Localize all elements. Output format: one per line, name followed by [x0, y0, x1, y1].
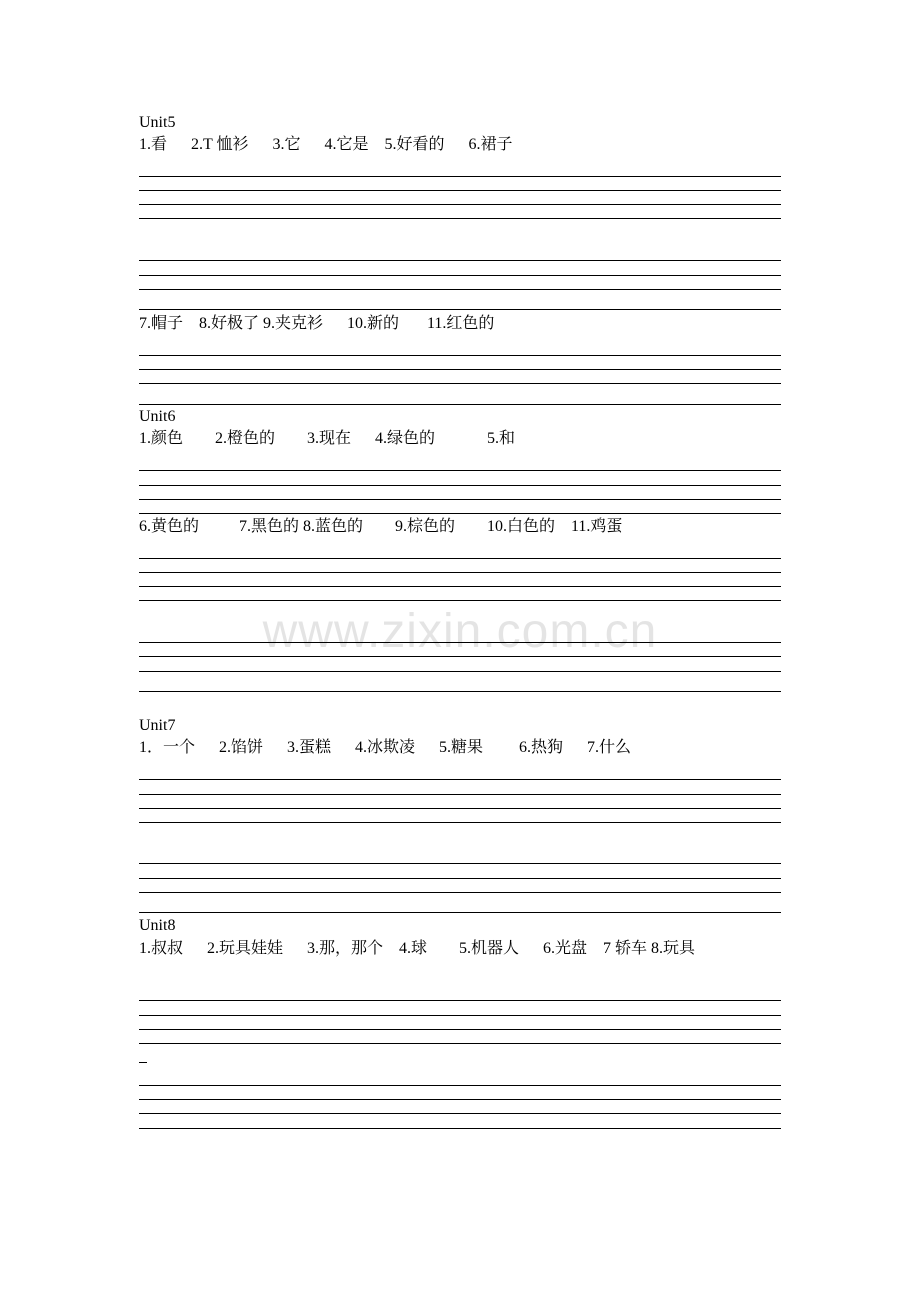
writing-line: [139, 600, 781, 601]
writing-line: [139, 572, 781, 573]
writing-line: [139, 558, 781, 559]
unit6-vocab-row-2: 6.黄色的 7.黑色的 8.蓝色的 9.棕色的 10.白色的 11.鸡蛋: [139, 518, 623, 535]
writing-line: [139, 892, 781, 893]
unit6-vocab-row-1: 1.颜色 2.橙色的 3.现在 4.绿色的 5.和: [139, 430, 516, 447]
writing-line: [139, 1128, 781, 1129]
writing-line: [139, 794, 781, 795]
writing-line: [139, 176, 781, 177]
writing-line: [139, 383, 781, 384]
watermark-text: www.zixin.com.cn: [262, 605, 658, 658]
stray-dash-mark: [139, 1062, 147, 1063]
writing-line: [139, 691, 781, 692]
writing-line: [139, 204, 781, 205]
unit5-vocab-row-2: 7.帽子 8.好极了 9.夹克衫 10.新的 11.红色的: [139, 315, 495, 332]
writing-line: [139, 779, 781, 780]
writing-line: [139, 808, 781, 809]
unit8-vocab-row-1: 1.叔叔 2.玩具娃娃 3.那，那个 4.球 5.机器人 6.光盘 7 轿车 8.玩具: [139, 940, 696, 957]
writing-line: [139, 369, 781, 370]
writing-line: [139, 190, 781, 191]
writing-line: [139, 485, 781, 486]
unit8-heading: Unit8: [139, 917, 176, 934]
writing-line: [139, 1029, 781, 1030]
writing-line: [139, 355, 781, 356]
writing-line: [139, 671, 781, 672]
writing-line: [139, 822, 781, 823]
writing-line: [139, 912, 781, 913]
writing-line: [139, 1085, 781, 1086]
writing-line: [139, 275, 781, 276]
unit6-heading: Unit6: [139, 408, 176, 425]
unit7-heading: Unit7: [139, 717, 176, 734]
writing-line: [139, 218, 781, 219]
writing-line: [139, 499, 781, 500]
writing-line: [139, 260, 781, 261]
unit7-vocab-row-1: 1．一个 2.馅饼 3.蛋糕 4.冰欺凌 5.糖果 6.热狗 7.什么: [139, 739, 632, 756]
writing-line: [139, 1113, 781, 1114]
writing-line: [139, 289, 781, 290]
writing-line: [139, 863, 781, 864]
unit5-vocab-row-1: 1.看 2.T 恤衫 3.它 4.它是 5.好看的 6.裙子: [139, 136, 513, 153]
writing-line: [139, 1000, 781, 1001]
unit5-heading: Unit5: [139, 114, 176, 131]
writing-line: [139, 513, 781, 514]
writing-line: [139, 1015, 781, 1016]
writing-line: [139, 1043, 781, 1044]
writing-line: [139, 1099, 781, 1100]
writing-line: [139, 470, 781, 471]
writing-line: [139, 586, 781, 587]
writing-line: [139, 878, 781, 879]
writing-line: [139, 404, 781, 405]
writing-line: [139, 309, 781, 310]
